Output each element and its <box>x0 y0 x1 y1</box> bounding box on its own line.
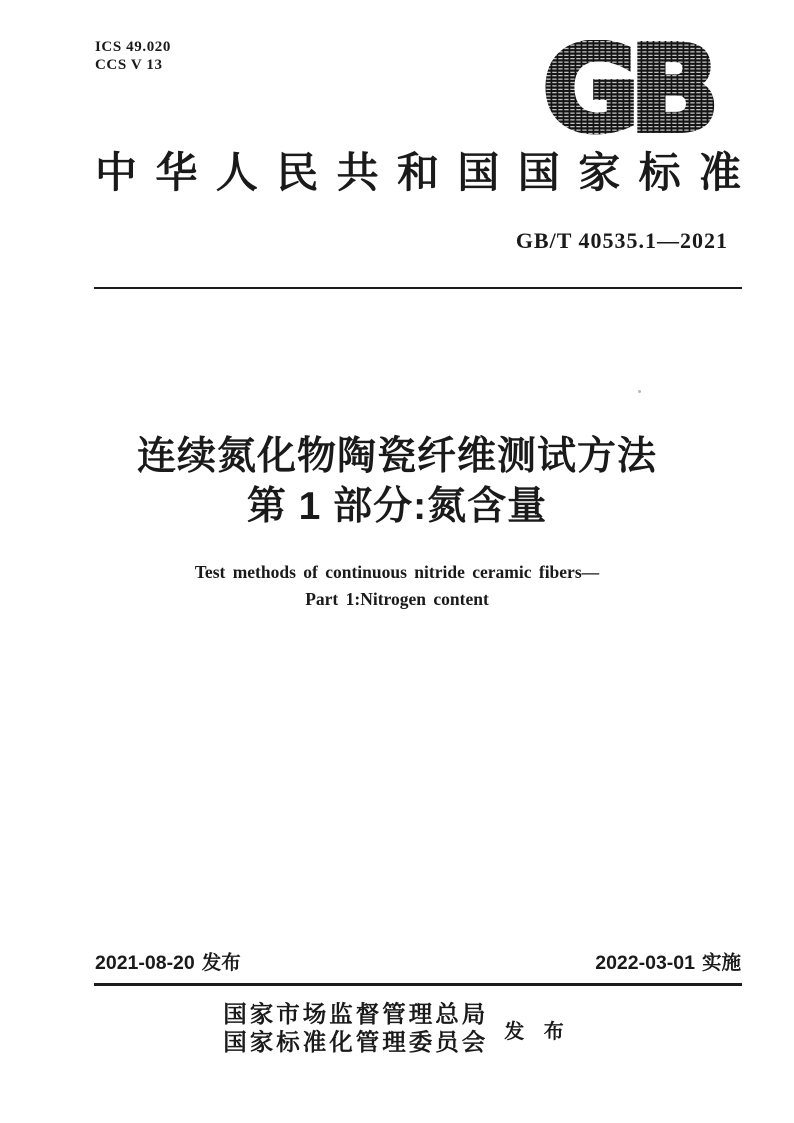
title-en-line2: Part 1:Nitrogen content <box>305 589 489 609</box>
document-title-chinese <box>0 432 794 532</box>
implement-date-value: 2022-03-01 <box>595 952 695 974</box>
scan-speck <box>638 390 641 393</box>
title-en-line1: Test methods of continuous nitride ceramic fibers— <box>194 562 600 582</box>
title-cn-line1: 连续氮化物陶瓷纤维测试方法 <box>136 435 657 478</box>
issue-date-label: 发布 <box>201 952 241 974</box>
header-divider-line <box>94 287 742 289</box>
issue-date <box>95 951 241 975</box>
title-cn-line2: 第 1 部分:氮含量 <box>246 485 548 528</box>
gb-logo-graphic <box>536 40 716 136</box>
issue-date-value: 2021-08-20 <box>95 952 195 974</box>
issuer-line1: 国家市场监督管理总局 <box>223 1002 489 1028</box>
implement-date-label: 实施 <box>701 952 741 974</box>
gb-logo <box>536 40 716 136</box>
date-row <box>95 951 741 975</box>
issuer-names <box>223 1002 488 1057</box>
ics-code: ICS 49.020 <box>95 39 172 55</box>
publish-label: 发 布 <box>504 1021 571 1043</box>
implement-date <box>595 951 741 975</box>
ccs-code: CCS V 13 <box>95 57 163 73</box>
document-title-english <box>0 559 794 613</box>
national-standard-heading: 中华人民共和国国家标准 <box>95 151 741 197</box>
gb-logo-letters: GB <box>542 40 710 136</box>
issuer-line2: 国家标准化管理委员会 <box>223 1029 489 1056</box>
issuer-block <box>0 1002 794 1057</box>
classification-codes <box>95 38 171 74</box>
footer-divider-line <box>94 983 742 986</box>
standard-number: GB/T 40535.1—2021 <box>515 228 728 253</box>
